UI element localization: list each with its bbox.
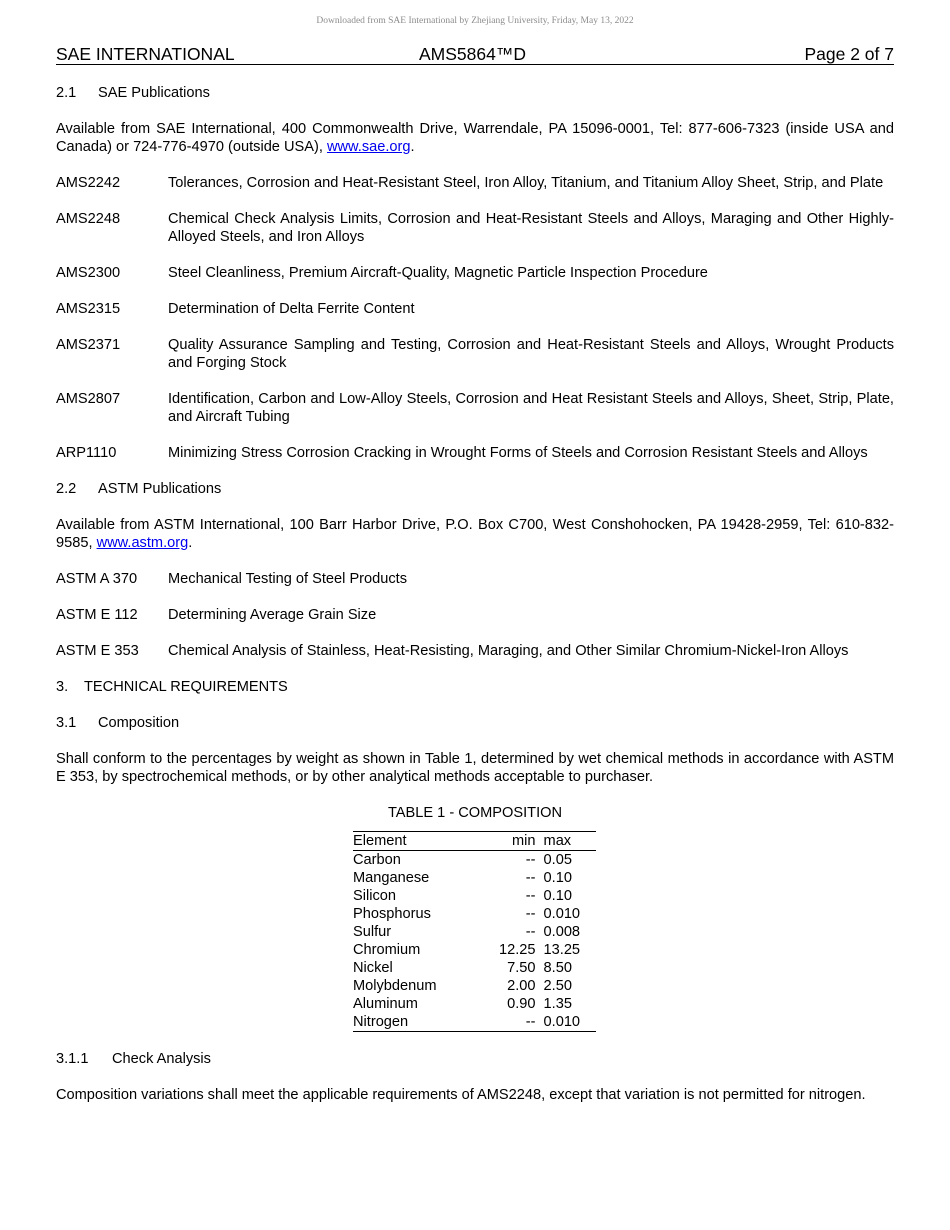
- cell-min: 7.50: [507, 960, 536, 976]
- cell-min: 0.90: [507, 996, 536, 1012]
- cell-element: Molybdenum: [353, 978, 437, 994]
- table-body: [353, 851, 596, 1032]
- cell-min: --: [525, 906, 536, 922]
- cell-max: 0.10: [543, 888, 572, 904]
- section-title: ASTM Publications: [98, 481, 222, 497]
- reference-code: ARP1110: [56, 445, 117, 461]
- check-analysis-paragraph: Composition variations shall meet the applicable requirements of AMS2248, except that variation is not permitted for nitrogen.: [56, 1087, 866, 1103]
- cell-min: --: [525, 870, 536, 886]
- page-header: [56, 44, 894, 65]
- cell-max: 2.50: [543, 978, 572, 994]
- reference-code: ASTM E 112: [56, 607, 138, 623]
- section-2-1-heading: [56, 84, 894, 102]
- reference-title: Mechanical Testing of Steel Products: [168, 571, 408, 587]
- reference-item: [56, 444, 894, 462]
- cell-element: Manganese: [353, 870, 430, 886]
- section-3-heading: [56, 678, 894, 696]
- table-row: [353, 923, 596, 941]
- reference-code: AMS2300: [56, 265, 121, 281]
- astm-availability-paragraph: [56, 516, 894, 552]
- section-title: Composition: [98, 715, 180, 731]
- reference-item: [56, 642, 894, 660]
- sae-availability-text: Available from SAE International, 400 Commonwealth Drive, Warrendale, PA 15096-0001, Tel: 877-606-7323 (inside USA and Canada) or 724-776-4970 (outside USA),: [56, 121, 894, 155]
- composition-table: [353, 831, 596, 1032]
- reference-code: ASTM A 370: [56, 571, 138, 587]
- cell-min: 12.25: [499, 942, 536, 958]
- reference-item: [56, 390, 894, 426]
- header-page-number: Page 2 of 7: [804, 44, 894, 64]
- section-number: 3.1: [56, 715, 77, 731]
- reference-code: AMS2315: [56, 301, 121, 317]
- column-header-max: max: [544, 832, 596, 851]
- period: .: [188, 535, 193, 551]
- table-title: TABLE 1 - COMPOSITION: [387, 805, 563, 821]
- column-header-min: min: [499, 832, 544, 851]
- section-title: Check Analysis: [112, 1051, 211, 1067]
- table-row: [353, 905, 596, 923]
- cell-max: 8.50: [543, 960, 572, 976]
- cell-min: --: [525, 1014, 536, 1030]
- reference-item: [56, 210, 894, 246]
- composition-paragraph: Shall conform to the percentages by weight as shown in Table 1, determined by wet chemical methods in accordance with ASTM E 353, by spectrochemical methods, or by other analytical methods acceptable to purchaser.: [56, 751, 894, 785]
- download-watermark: Downloaded from SAE International by Zhejiang University, Friday, May 13, 2022: [316, 16, 634, 26]
- reference-title: Determining Average Grain Size: [168, 607, 377, 623]
- reference-code: AMS2807: [56, 391, 121, 407]
- reference-code: ASTM E 353: [56, 643, 139, 659]
- table-row: [353, 887, 596, 905]
- cell-element: Aluminum: [353, 996, 418, 1012]
- cell-max: 0.008: [543, 924, 581, 940]
- table-row: [353, 959, 596, 977]
- cell-min: --: [525, 852, 536, 868]
- cell-min: --: [525, 888, 536, 904]
- table-row: [353, 869, 596, 887]
- cell-max: 13.25: [543, 942, 581, 958]
- section-3-1-heading: [56, 714, 894, 732]
- section-2-2-heading: [56, 480, 894, 498]
- sae-reference-list: [56, 174, 894, 462]
- header-doc-number: AMS5864™D: [419, 44, 526, 64]
- reference-title: Quality Assurance Sampling and Testing, Corrosion and Heat-Resistant Steels and Alloys, Wrought Products and Forging Stock: [168, 337, 894, 371]
- reference-item: [56, 174, 894, 192]
- cell-min: 2.00: [507, 978, 536, 994]
- cell-max: 0.05: [543, 852, 572, 868]
- reference-title: Minimizing Stress Corrosion Cracking in Wrought Forms of Steels and Corrosion Resistant Steels and Alloys: [168, 445, 868, 461]
- section-title: TECHNICAL REQUIREMENTS: [84, 679, 288, 695]
- reference-item: [56, 300, 894, 318]
- reference-title: Chemical Check Analysis Limits, Corrosion and Heat-Resistant Steels and Alloys, Maraging and Other Highly-Alloyed Steels, and Iron Alloys: [168, 211, 894, 245]
- table-row: [353, 941, 596, 959]
- table-row: [353, 851, 596, 870]
- reference-item: [56, 336, 894, 372]
- reference-code: AMS2242: [56, 175, 121, 191]
- reference-code: AMS2248: [56, 211, 121, 227]
- sae-website-link[interactable]: www.sae.org: [326, 139, 411, 155]
- cell-element: Carbon: [353, 852, 401, 868]
- section-number: 3.: [56, 679, 69, 695]
- astm-reference-list: [56, 570, 894, 660]
- cell-element: Sulfur: [353, 924, 392, 940]
- section-3-1-1-heading: [56, 1050, 894, 1068]
- table-header-row: [353, 832, 596, 851]
- cell-max: 0.010: [543, 1014, 581, 1030]
- reference-item: [56, 264, 894, 282]
- astm-availability-text: Available from ASTM International, 100 Barr Harbor Drive, P.O. Box C700, West Conshohocken, PA 19428-2959, Tel: 610-832-9585,: [56, 517, 894, 551]
- section-title: SAE Publications: [98, 85, 210, 101]
- reference-item: [56, 606, 894, 624]
- table-row: [353, 977, 596, 995]
- reference-title: Identification, Carbon and Low-Alloy Steels, Corrosion and Heat Resistant Steels and Alloys, Sheet, Strip, Plate, and Aircraft Tubing: [168, 391, 894, 425]
- header-org: SAE INTERNATIONAL: [56, 44, 235, 64]
- cell-element: Chromium: [353, 942, 421, 958]
- section-number: 3.1.1: [56, 1051, 89, 1067]
- reference-title: Chemical Analysis of Stainless, Heat-Resisting, Maraging, and Other Similar Chromium-Nickel-Iron Alloys: [168, 643, 849, 659]
- table-row: [353, 995, 596, 1013]
- cell-element: Nickel: [353, 960, 393, 976]
- reference-title: Steel Cleanliness, Premium Aircraft-Quality, Magnetic Particle Inspection Procedure: [168, 265, 708, 281]
- section-number: 2.2: [56, 481, 77, 497]
- cell-element: Silicon: [353, 888, 396, 904]
- astm-website-link[interactable]: www.astm.org: [96, 535, 189, 551]
- section-number: 2.1: [56, 85, 77, 101]
- column-header-element: Element: [353, 832, 499, 851]
- cell-min: --: [525, 924, 536, 940]
- table-row: [353, 1013, 596, 1032]
- period: .: [410, 139, 415, 155]
- cell-max: 1.35: [543, 996, 572, 1012]
- reference-code: AMS2371: [56, 337, 121, 353]
- reference-item: [56, 570, 894, 588]
- page-body: [56, 84, 894, 1104]
- cell-max: 0.10: [543, 870, 572, 886]
- cell-element: Phosphorus: [353, 906, 431, 922]
- cell-max: 0.010: [543, 906, 581, 922]
- reference-title: Determination of Delta Ferrite Content: [168, 301, 415, 317]
- reference-title: Tolerances, Corrosion and Heat-Resistant Steel, Iron Alloy, Titanium, and Titanium Alloy Sheet, Strip, and Plate: [168, 175, 884, 191]
- cell-element: Nitrogen: [353, 1014, 409, 1030]
- sae-availability-paragraph: [56, 120, 894, 156]
